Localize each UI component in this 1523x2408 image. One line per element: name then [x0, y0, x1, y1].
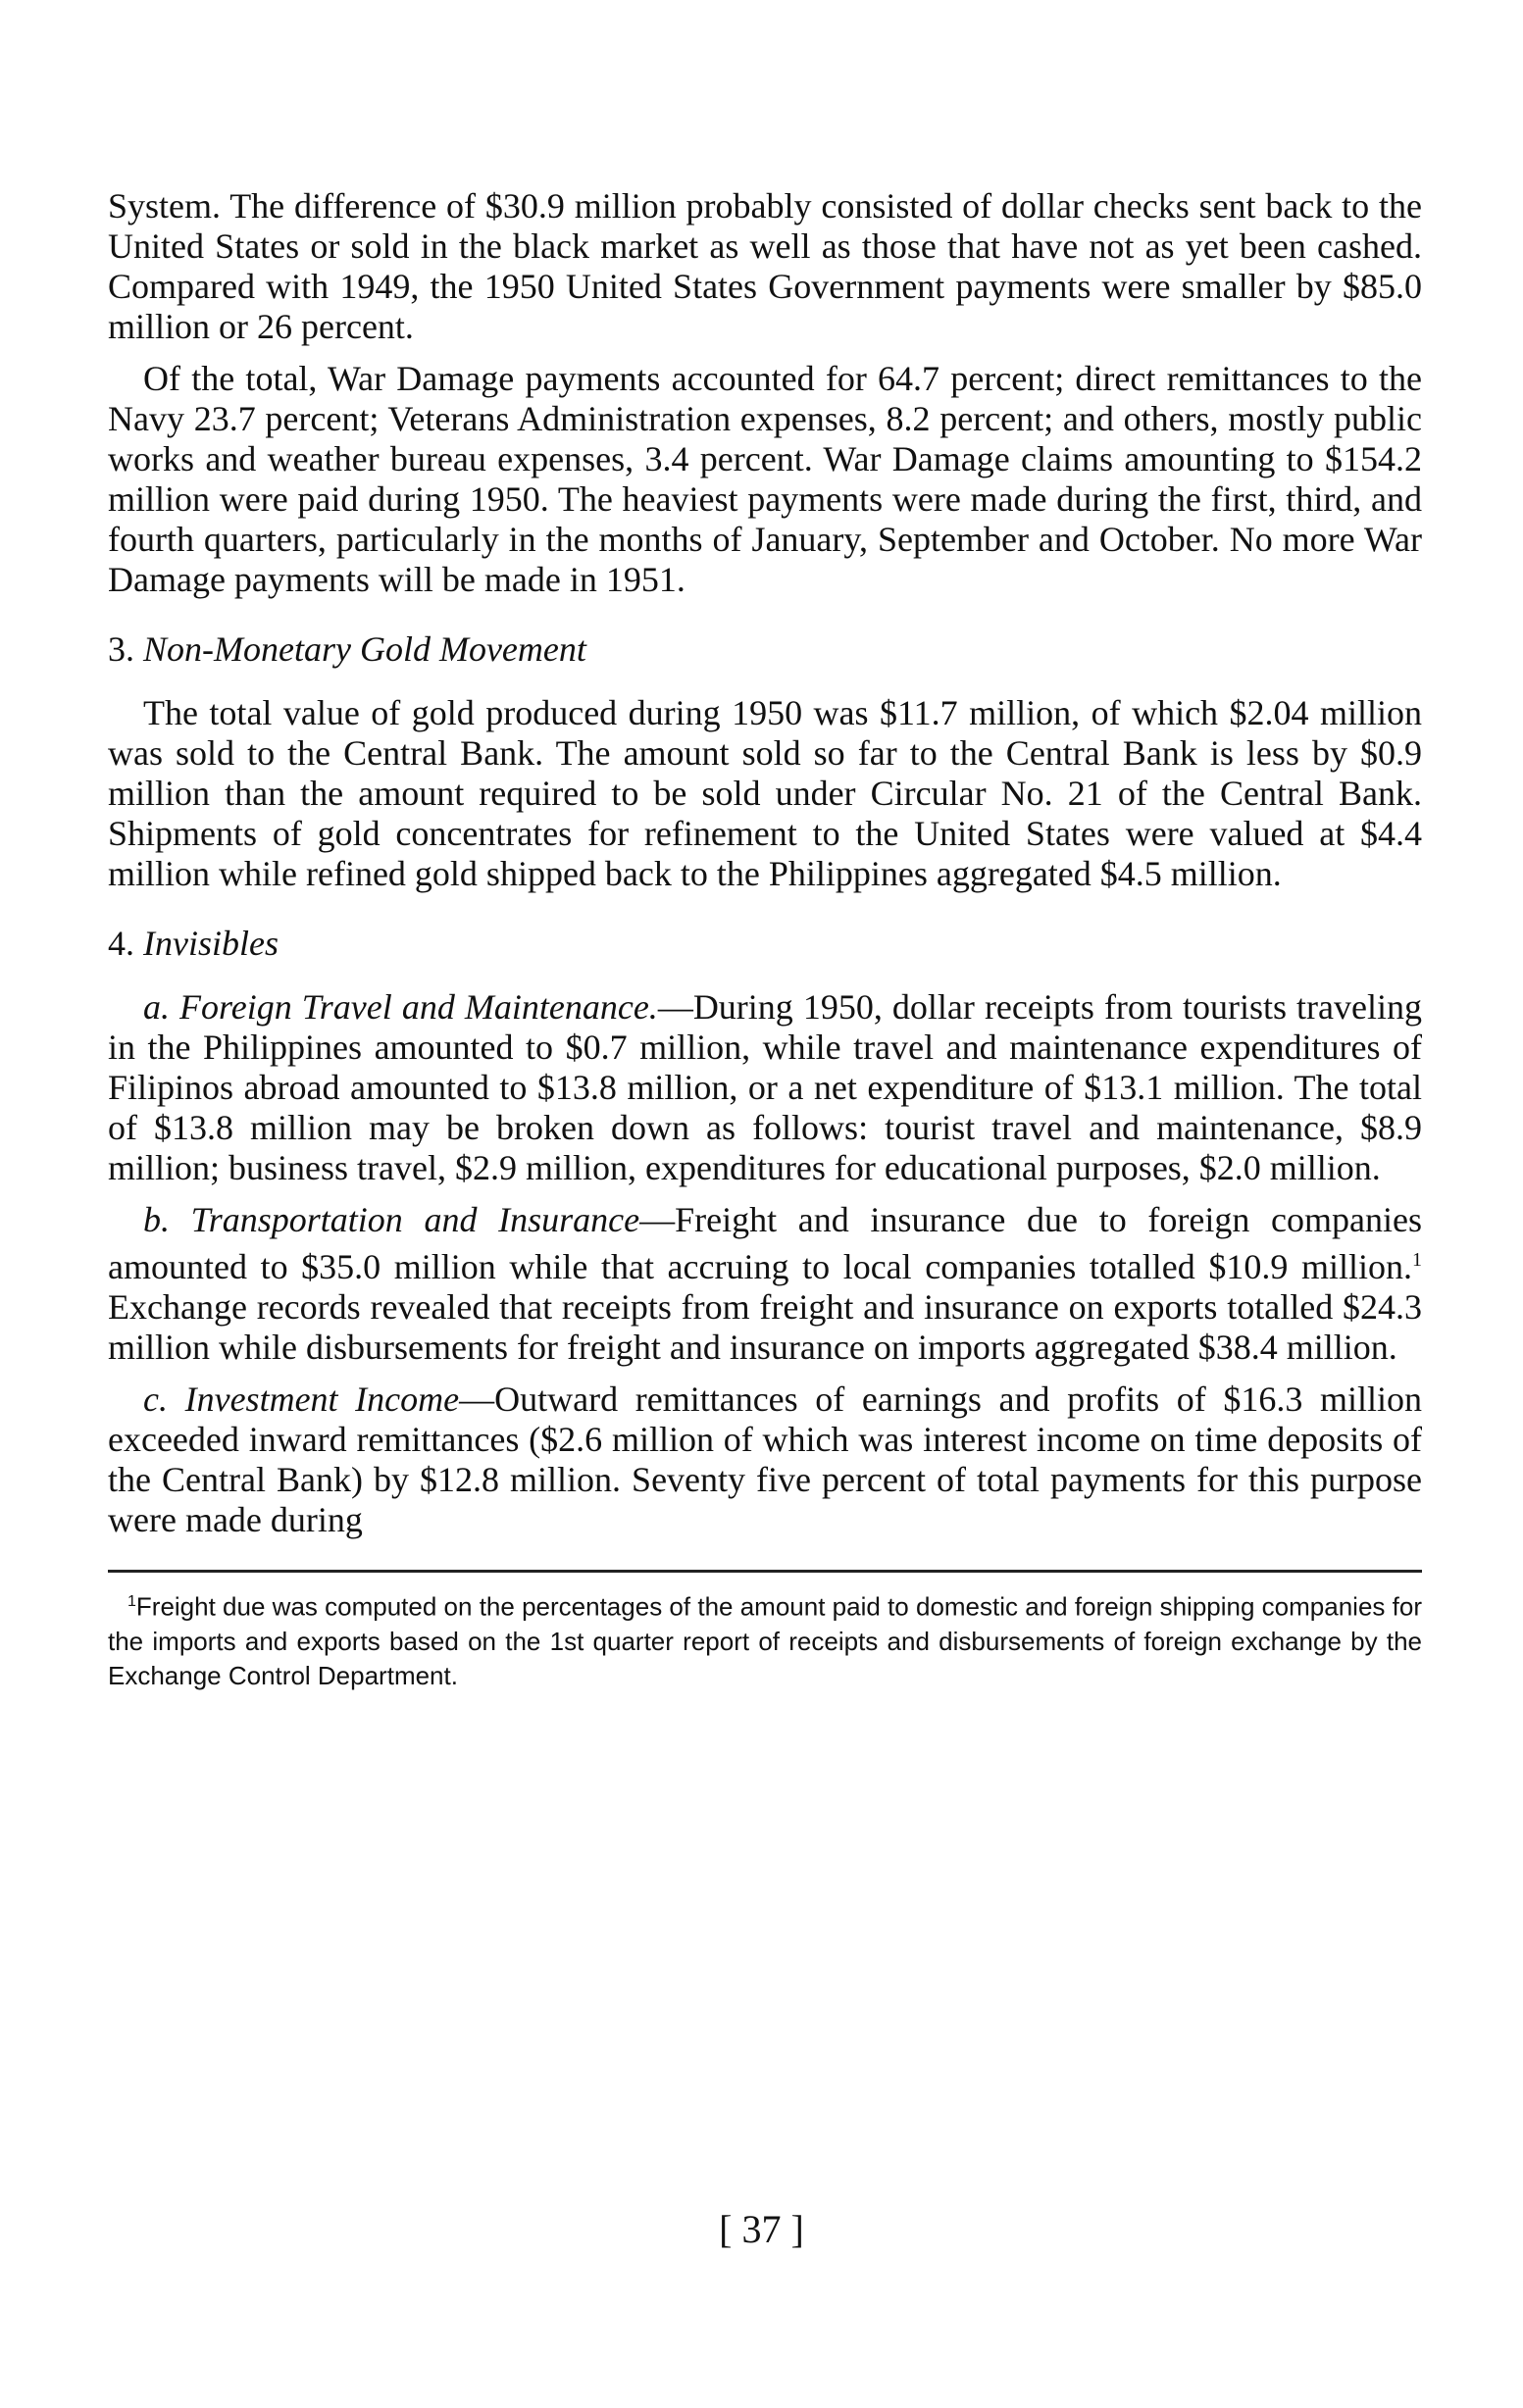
subsection-title: c. Investment Income	[143, 1380, 460, 1419]
paragraph-foreign-travel	[108, 987, 1422, 1188]
subsection-title: b. Transportation and Insurance	[143, 1200, 640, 1239]
section-number: 4.	[108, 924, 134, 963]
subsection-body: —Freight and insurance due to foreign companies amounted to $35.0 million while that accruing to local companies totalled $10.9 million.	[108, 1200, 1422, 1286]
footnote	[108, 1584, 1422, 1693]
footnote-reference: 1	[1412, 1249, 1422, 1271]
subsection-body: —During 1950, dollar receipts from tourists traveling in the Philippines amounted to $0.7 million, while travel and maintenance expenditures of Filipinos abroad amounted to $13.8 million, or a net expenditure of $13.1 million. The total of $13.8 million may be broken down as follows: tourist travel and maintenance, $8.9 million; business travel, $2.9 million, expenditures for educational purposes, $2.0 million.	[108, 987, 1422, 1187]
paragraph-war-damage: Of the total, War Damage payments accounted for 64.7 percent; direct remittances to the Navy 23.7 percent; Veterans Administration expenses, 8.2 percent; and others, mostly public works and weather bureau expenses, 3.4 percent. War Damage claims amounting to $154.2 million were paid during 1950. The heaviest payments were made during the first, third, and fourth quarters, particularly in the months of January, September and October. No more War Damage payments will be made in 1951.	[108, 359, 1422, 599]
section-heading-invisibles	[108, 924, 1422, 964]
page-number: [ 37 ]	[719, 2207, 804, 2251]
subsection-body-continued: Exchange records revealed that receipts from freight and insurance on exports totalled $24.3 million while disbursements for freight and insurance on imports aggregated $38.4 million.	[108, 1287, 1422, 1367]
paragraph-investment-income	[108, 1380, 1422, 1540]
subsection-title: a. Foreign Travel and Maintenance.	[143, 987, 658, 1027]
paragraph-us-government-payments: System. The difference of $30.9 million probably consisted of dollar checks sent back to the United States or sold in the black market as well as those that have not as yet been cashed. Compared with 1949, the 1950 United States Government payments were smaller by $85.0 million or 26 percent.	[108, 186, 1422, 346]
footnote-divider	[108, 1570, 1422, 1573]
footnote-text: Freight due was computed on the percentages of the amount paid to domestic and foreign shipping companies for the imports and exports based on the 1st quarter report of receipts and disbursements of foreign exchange by the Exchange Control Department.	[108, 1591, 1422, 1690]
subsection-body: —Outward remittances of earnings and profits of $16.3 million exceeded inward remittances ($2.6 million of which was interest income on time deposits of the Central Bank) by $12.8 million. Seventy five percent of total payments for this purpose were made during	[108, 1380, 1423, 1539]
section-heading-gold	[108, 629, 1422, 670]
section-number: 3.	[108, 629, 134, 669]
paragraph-transportation	[108, 1200, 1422, 1368]
document-page	[108, 186, 1422, 1693]
section-title: Non-Monetary Gold Movement	[143, 629, 586, 669]
section-title: Invisibles	[143, 924, 279, 963]
paragraph-gold-movement: The total value of gold produced during 1950 was $11.7 million, of which $2.04 million was sold to the Central Bank. The amount sold so far to the Central Bank is less by $0.9 million than the amount required to be sold under Circular No. 21 of the Central Bank. Shipments of gold concentrates for refinement to the United States were valued at $4.4 million while refined gold shipped back to the Philippines aggregated $4.5 million.	[108, 693, 1422, 893]
footnote-mark: 1	[127, 1593, 136, 1610]
